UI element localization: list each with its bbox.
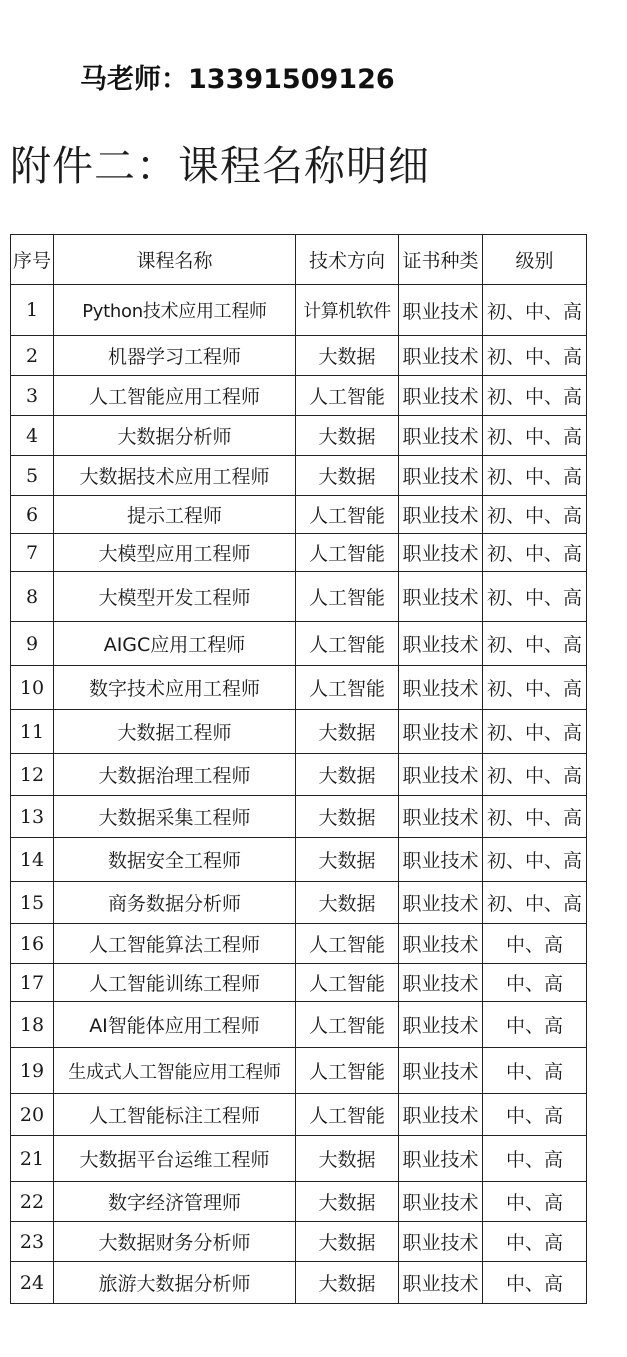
table-row	[11, 456, 587, 496]
level: 中、高	[483, 1182, 587, 1222]
table-row	[11, 416, 587, 456]
level: 初、中、高	[483, 622, 587, 666]
level: 中、高	[483, 1002, 587, 1048]
table-row	[11, 710, 587, 754]
table-row	[11, 1002, 587, 1048]
level: 初、中、高	[483, 710, 587, 754]
row-number: 22	[11, 1182, 54, 1222]
tech-direction: 人工智能	[296, 964, 399, 1002]
table-row	[11, 534, 587, 572]
level: 初、中、高	[483, 376, 587, 416]
row-number: 1	[11, 285, 54, 336]
cert-type: 职业技术	[399, 1048, 483, 1094]
cert-type: 职业技术	[399, 964, 483, 1002]
cert-type: 职业技术	[399, 1182, 483, 1222]
table-row	[11, 964, 587, 1002]
tech-direction: 人工智能	[296, 924, 399, 964]
cert-type: 职业技术	[399, 285, 483, 336]
level: 中、高	[483, 1262, 587, 1304]
row-number: 7	[11, 534, 54, 572]
course-name: 机器学习工程师	[54, 336, 296, 376]
level: 初、中、高	[483, 456, 587, 496]
row-number: 14	[11, 838, 54, 882]
row-number: 24	[11, 1262, 54, 1304]
cert-type: 职业技术	[399, 710, 483, 754]
cert-type: 职业技术	[399, 882, 483, 924]
table-row	[11, 1182, 587, 1222]
table-row	[11, 796, 587, 838]
tech-direction: 大数据	[296, 416, 399, 456]
course-name: 数字经济管理师	[54, 1182, 296, 1222]
header-cert-type: 证书种类	[399, 235, 483, 285]
course-name: 人工智能训练工程师	[54, 964, 296, 1002]
cert-type: 职业技术	[399, 456, 483, 496]
tech-direction: 大数据	[296, 1262, 399, 1304]
level: 初、中、高	[483, 336, 587, 376]
tech-direction: 大数据	[296, 336, 399, 376]
level: 初、中、高	[483, 838, 587, 882]
course-table	[10, 234, 587, 1304]
level: 中、高	[483, 1094, 587, 1136]
row-number: 15	[11, 882, 54, 924]
course-name: 生成式人工智能应用工程师	[54, 1048, 296, 1094]
level: 初、中、高	[483, 754, 587, 796]
table-row	[11, 1094, 587, 1136]
course-name: 大数据财务分析师	[54, 1222, 296, 1262]
tech-direction: 大数据	[296, 754, 399, 796]
course-name: 大模型应用工程师	[54, 534, 296, 572]
tech-direction: 大数据	[296, 1136, 399, 1182]
cert-type: 职业技术	[399, 1094, 483, 1136]
level: 中、高	[483, 924, 587, 964]
row-number: 18	[11, 1002, 54, 1048]
cert-type: 职业技术	[399, 376, 483, 416]
course-name: AI智能体应用工程师	[54, 1002, 296, 1048]
cert-type: 职业技术	[399, 1222, 483, 1262]
course-name: 人工智能标注工程师	[54, 1094, 296, 1136]
level: 初、中、高	[483, 666, 587, 710]
course-name: 数字技术应用工程师	[54, 666, 296, 710]
course-name: 旅游大数据分析师	[54, 1262, 296, 1304]
level: 中、高	[483, 964, 587, 1002]
row-number: 9	[11, 622, 54, 666]
tech-direction: 大数据	[296, 710, 399, 754]
table-row	[11, 1136, 587, 1182]
tech-direction: 人工智能	[296, 1094, 399, 1136]
level: 初、中、高	[483, 796, 587, 838]
row-number: 3	[11, 376, 54, 416]
table-row	[11, 336, 587, 376]
header-number: 序号	[11, 235, 54, 285]
table-row	[11, 924, 587, 964]
course-name: 大模型开发工程师	[54, 572, 296, 622]
course-name: 人工智能算法工程师	[54, 924, 296, 964]
table-row	[11, 572, 587, 622]
tech-direction: 人工智能	[296, 376, 399, 416]
table-header-row	[11, 235, 587, 285]
course-name: 大数据治理工程师	[54, 754, 296, 796]
cert-type: 职业技术	[399, 924, 483, 964]
tech-direction: 人工智能	[296, 666, 399, 710]
level: 中、高	[483, 1222, 587, 1262]
row-number: 20	[11, 1094, 54, 1136]
cert-type: 职业技术	[399, 572, 483, 622]
level: 初、中、高	[483, 572, 587, 622]
cert-type: 职业技术	[399, 416, 483, 456]
cert-type: 职业技术	[399, 622, 483, 666]
tech-direction: 大数据	[296, 1182, 399, 1222]
cert-type: 职业技术	[399, 666, 483, 710]
row-number: 12	[11, 754, 54, 796]
course-name: 大数据采集工程师	[54, 796, 296, 838]
level: 中、高	[483, 1136, 587, 1182]
tech-direction: 人工智能	[296, 1048, 399, 1094]
header-course-name: 课程名称	[54, 235, 296, 285]
course-name: AIGC应用工程师	[54, 622, 296, 666]
table-row	[11, 1222, 587, 1262]
course-name: 大数据工程师	[54, 710, 296, 754]
tech-direction: 大数据	[296, 456, 399, 496]
table-row	[11, 754, 587, 796]
course-name: 大数据技术应用工程师	[54, 456, 296, 496]
table-row	[11, 496, 587, 534]
cert-type: 职业技术	[399, 838, 483, 882]
row-number: 19	[11, 1048, 54, 1094]
level: 初、中、高	[483, 534, 587, 572]
row-number: 11	[11, 710, 54, 754]
table-row	[11, 622, 587, 666]
course-name: 人工智能应用工程师	[54, 376, 296, 416]
tech-direction: 大数据	[296, 796, 399, 838]
table-row	[11, 1262, 587, 1304]
level: 初、中、高	[483, 416, 587, 456]
row-number: 4	[11, 416, 54, 456]
course-name: Python技术应用工程师	[54, 285, 296, 336]
table-row	[11, 882, 587, 924]
tech-direction: 计算机软件	[296, 285, 399, 336]
table-row	[11, 285, 587, 336]
row-number: 8	[11, 572, 54, 622]
contact-line: 马老师：13391509126	[80, 64, 395, 95]
row-number: 21	[11, 1136, 54, 1182]
row-number: 17	[11, 964, 54, 1002]
level: 初、中、高	[483, 285, 587, 336]
header-level: 级别	[483, 235, 587, 285]
tech-direction: 人工智能	[296, 622, 399, 666]
header-tech-direction: 技术方向	[296, 235, 399, 285]
cert-type: 职业技术	[399, 496, 483, 534]
course-name: 数据安全工程师	[54, 838, 296, 882]
row-number: 13	[11, 796, 54, 838]
cert-type: 职业技术	[399, 336, 483, 376]
row-number: 6	[11, 496, 54, 534]
level: 初、中、高	[483, 496, 587, 534]
row-number: 16	[11, 924, 54, 964]
tech-direction: 大数据	[296, 882, 399, 924]
tech-direction: 大数据	[296, 838, 399, 882]
cert-type: 职业技术	[399, 1136, 483, 1182]
row-number: 2	[11, 336, 54, 376]
table-row	[11, 1048, 587, 1094]
table-row	[11, 376, 587, 416]
level: 初、中、高	[483, 882, 587, 924]
tech-direction: 人工智能	[296, 572, 399, 622]
course-table-body	[11, 285, 587, 1304]
tech-direction: 人工智能	[296, 1002, 399, 1048]
cert-type: 职业技术	[399, 754, 483, 796]
tech-direction: 人工智能	[296, 534, 399, 572]
document-title: 附件二：课程名称明细	[10, 142, 430, 190]
course-name: 大数据分析师	[54, 416, 296, 456]
tech-direction: 人工智能	[296, 496, 399, 534]
cert-type: 职业技术	[399, 1262, 483, 1304]
course-name: 提示工程师	[54, 496, 296, 534]
row-number: 10	[11, 666, 54, 710]
row-number: 23	[11, 1222, 54, 1262]
cert-type: 职业技术	[399, 534, 483, 572]
course-name: 大数据平台运维工程师	[54, 1136, 296, 1182]
table-row	[11, 666, 587, 710]
cert-type: 职业技术	[399, 1002, 483, 1048]
table-row	[11, 838, 587, 882]
row-number: 5	[11, 456, 54, 496]
level: 中、高	[483, 1048, 587, 1094]
course-name: 商务数据分析师	[54, 882, 296, 924]
tech-direction: 大数据	[296, 1222, 399, 1262]
cert-type: 职业技术	[399, 796, 483, 838]
